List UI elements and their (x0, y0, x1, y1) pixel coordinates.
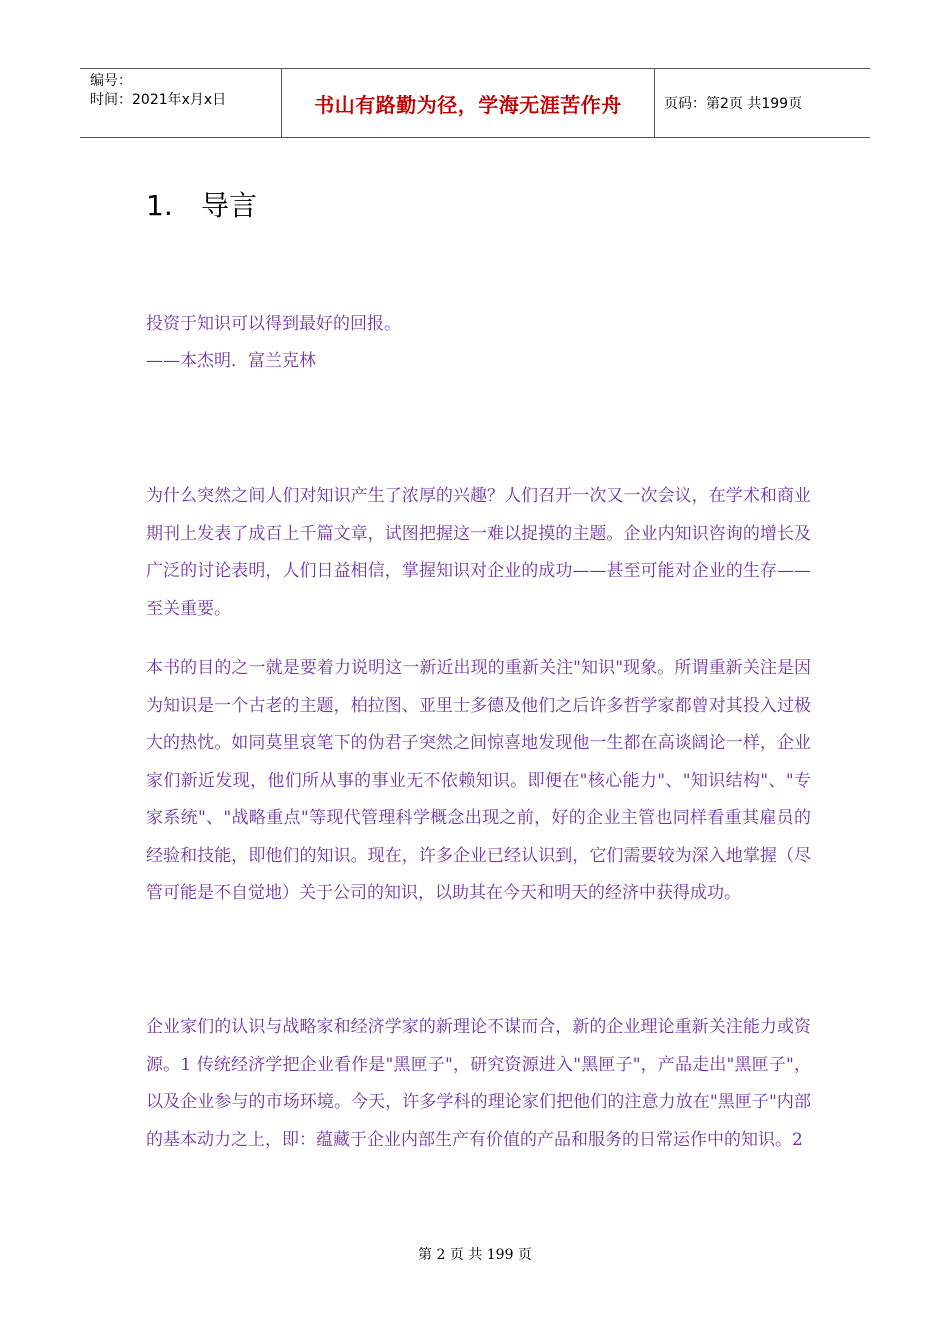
paragraph-1 (146, 478, 811, 628)
epigraph-text: 投资于知识可以得到最好的回报。 (146, 314, 401, 334)
epigraph (146, 306, 811, 380)
header-meta (80, 69, 282, 137)
paragraph-text: 企业家们的认识与战略家和经济学家的新理论不谋而合，新的企业理论重新关注能力或资源。1 传统经济学把企业看作是"黑匣子"，研究资源进入"黑匣子"，产品走出"黑匣子"，以及企业参与的市场环境。今天，许多学科的理论家们把他们的注意力放在"黑匣子"内部的基本动力之上，即：蕴藏于企业内部生产有价值的产品和服务的日常运作中的知识。2 (146, 1017, 811, 1150)
document-header (80, 68, 870, 138)
paragraph-2 (146, 650, 811, 913)
section-number: 1. (146, 189, 173, 222)
header-page-cell (655, 69, 870, 137)
section-heading (146, 184, 257, 224)
date-label: 时间：2021年x月x日 (90, 92, 227, 108)
footer-page-number: 第 2 页 共 199 页 (418, 1247, 532, 1263)
header-motto: 书山有路勤为径，学海无涯苦作舟 (314, 92, 622, 117)
paragraph-text: 本书的目的之一就是要着力说明这一新近出现的重新关注"知识"现象。所谓重新关注是因为知识是一个古老的主题，柏拉图、亚里士多德及他们之后许多哲学家都曾对其投入过极大的热忱。如同莫里哀笔下的伪君子突然之间惊喜地发现他一生都在高谈阔论一样，企业家们新近发现，他们所从事的事业无不依赖知识。即便在"核心能力"、"知识结构"、"专家系统"、"战略重点"等现代管理科学概念出现之前，好的企业主管也同样看重其雇员的经验和技能，即他们的知识。现在，许多企业已经认识到，它们需要较为深入地掌握（尽管可能是不自觉地）关于公司的知识，以助其在今天和明天的经济中获得成功。 (146, 658, 811, 903)
number-label: 编号： (90, 73, 132, 89)
header-page-info: 页码：第2页 共199页 (664, 96, 803, 112)
page-footer (0, 1244, 950, 1264)
section-title: 导言 (201, 189, 258, 222)
header-motto-cell (282, 69, 655, 137)
paragraph-text: 为什么突然之间人们对知识产生了浓厚的兴趣？人们召开一次又一次会议，在学术和商业期刊上发表了成百上千篇文章，试图把握这一难以捉摸的主题。企业内知识咨询的增长及广泛的讨论表明，人们日益相信，掌握知识对企业的成功——甚至可能对企业的生存——至关重要。 (146, 486, 811, 619)
paragraph-3 (146, 1009, 811, 1159)
epigraph-author: ——本杰明．富兰克林 (146, 351, 316, 371)
